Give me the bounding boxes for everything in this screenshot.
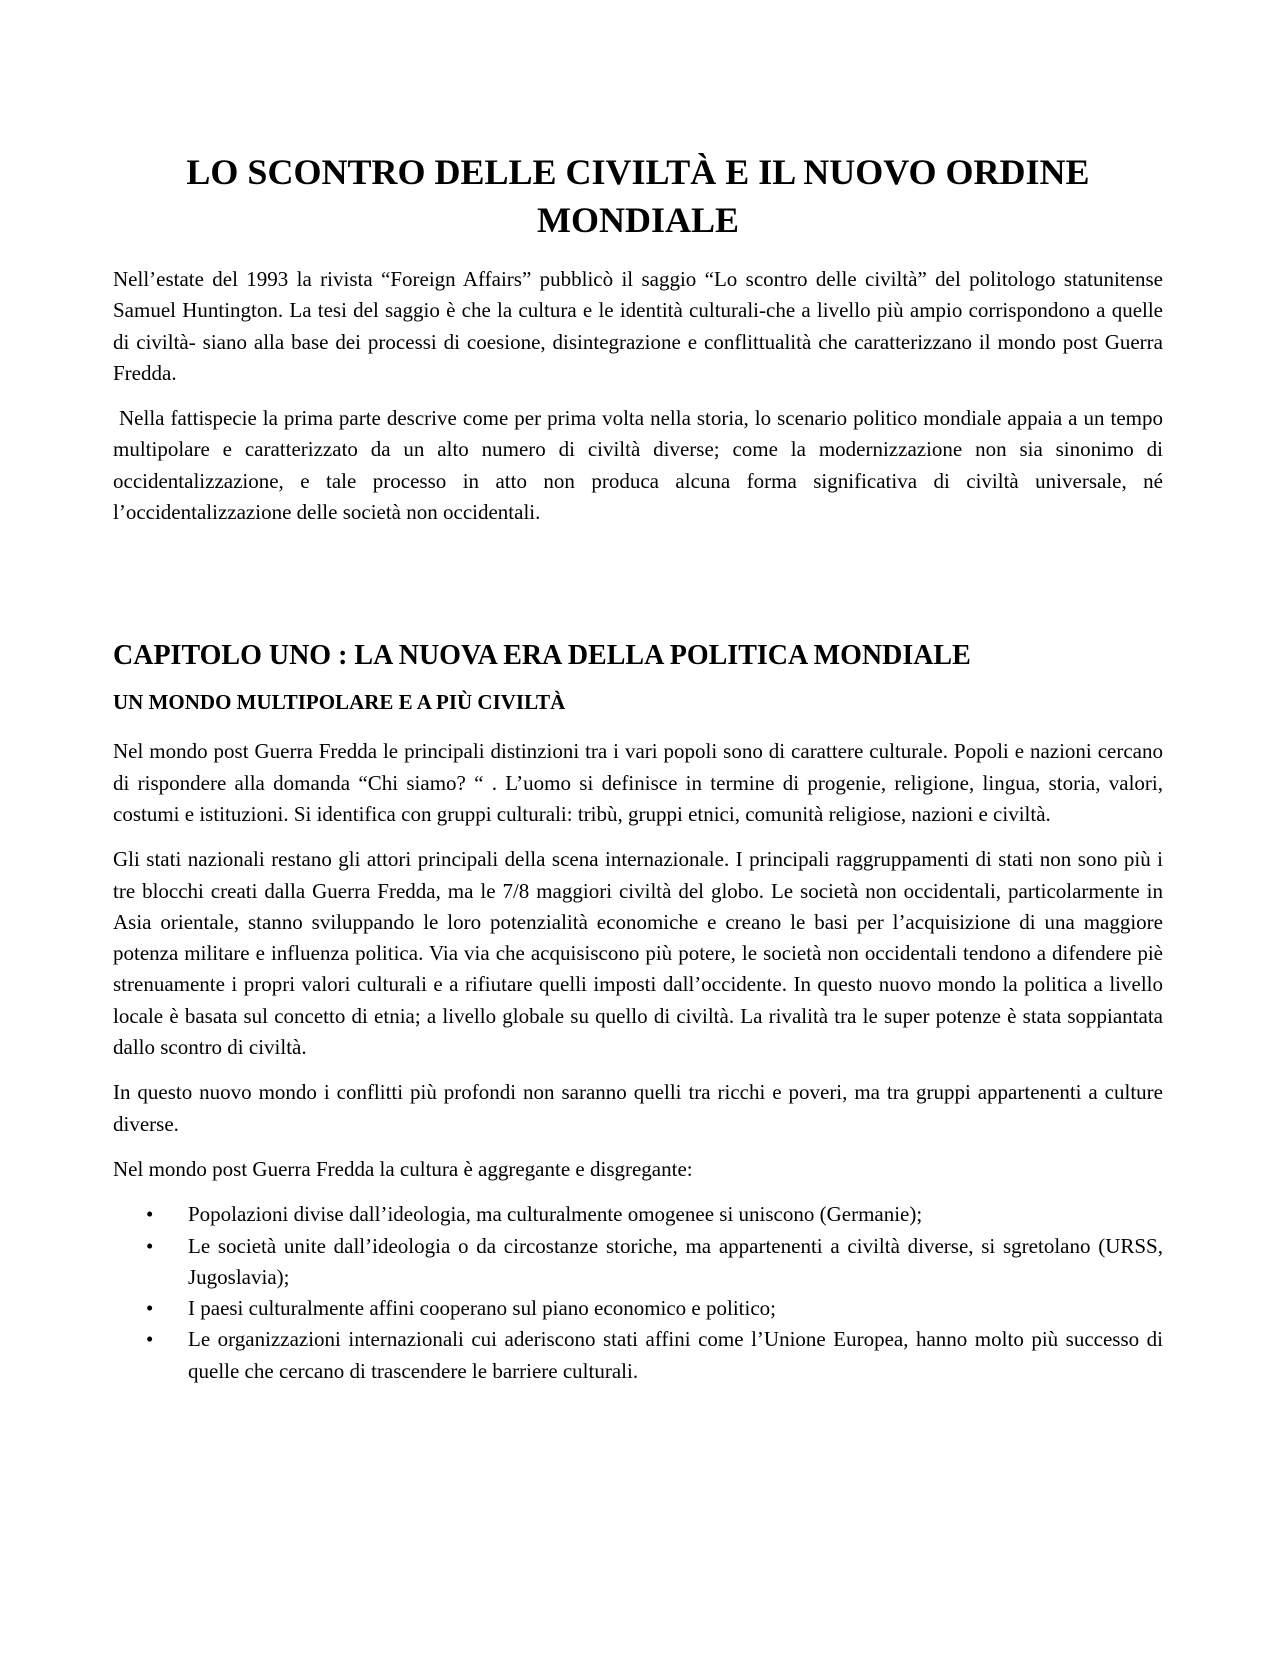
section-heading: UN MONDO MULTIPOLARE E A PIÙ CIVILTÀ xyxy=(113,690,566,715)
list-item-text: Le società unite dall’ideologia o da circostanze storiche, ma appartenenti a civiltà diverse, si sgretolano (URSS, Jugoslavia); xyxy=(188,1233,1163,1289)
chapter-heading: CAPITOLO UNO : LA NUOVA ERA DELLA POLITICA MONDIALE xyxy=(113,640,971,672)
body-paragraph: Nel mondo post Guerra Fredda la cultura è aggregante e disgregante: xyxy=(113,1156,693,1181)
bullet-icon: • xyxy=(146,1202,154,1227)
list-item-text: Le organizzazioni internazionali cui aderiscono stati affini come l’Unione Europea, hanno molto più successo di quelle che cercano di trascendere le barriere culturali. xyxy=(188,1327,1163,1383)
document-page xyxy=(113,148,1169,1387)
bullet-icon: • xyxy=(146,1233,154,1258)
list-item xyxy=(113,1231,1163,1294)
document-title: LO SCONTRO DELLE CIVILTÀ E IL NUOVO ORDINE MONDIALE xyxy=(186,152,1090,240)
body-paragraph: Nel mondo post Guerra Fredda le principali distinzioni tra i vari popoli sono di carattere culturale. Popoli e nazioni cercano di rispondere alla domanda “Chi siamo? “ . L’uomo si definisce in termine di progenie, religione, lingua, storia, valori, costumi e istituzioni. Si identifica con gruppi culturali: tribù, gruppi etnici, comunità religiose, nazioni e civiltà. xyxy=(113,739,1163,826)
bullet-icon: • xyxy=(146,1327,154,1352)
list-item-text: Popolazioni divise dall’ideologia, ma culturalmente omogenee si uniscono (Germanie); xyxy=(188,1202,923,1227)
list-item xyxy=(113,1293,1163,1324)
list-item xyxy=(113,1199,1163,1230)
intro-paragraph: Nella fattispecie la prima parte descrive come per prima volta nella storia, lo scenario politico mondiale appaia a un tempo multipolare e caratterizzato da un alto numero di civiltà diverse; come la modernizzazione non sia sinonimo di occidentalizzazione, e tale processo in atto non produca alcuna forma significativa di civiltà universale, né l’occidentalizzazione delle società non occidentali. xyxy=(113,406,1169,525)
bullet-list xyxy=(113,1199,1163,1387)
intro-paragraph: Nell’estate del 1993 la rivista “Foreign Affairs” pubblicò il saggio “Lo scontro delle civiltà” del politologo statunitense Samuel Huntington. La tesi del saggio è che la cultura e le identità culturali-che a livello più ampio corrispondono a quelle di civiltà- siano alla base dei processi di coesione, disintegrazione e conflittualità che caratterizzano il mondo post Guerra Fredda. xyxy=(113,267,1163,385)
list-item xyxy=(113,1324,1163,1387)
body-paragraph: In questo nuovo mondo i conflitti più profondi non saranno quelli tra ricchi e poveri, ma tra gruppi appartenenti a culture diverse. xyxy=(113,1080,1163,1136)
list-item-text: I paesi culturalmente affini cooperano sul piano economico e politico; xyxy=(188,1296,776,1321)
bullet-icon: • xyxy=(146,1296,154,1321)
section-spacer xyxy=(113,542,1163,638)
body-paragraph: Gli stati nazionali restano gli attori principali della scena internazionale. I principali raggruppamenti di stati non sono più i tre blocchi creati dalla Guerra Fredda, ma le 7/8 maggiori civiltà del globo. Le società non occidentali, particolarmente in Asia orientale, stanno sviluppando le loro potenzialità economiche e creano le basi per l’acquisizione di una maggiore potenza militare e influenza politica. Via via che acquisiscono più potere, le società non occidentali tendono a difendere piè strenuamente i propri valori culturali e a rifiutare quelli imposti dall’occidente. In questo nuovo mondo la politica a livello locale è basata sul concetto di etnia; a livello globale su quello di civiltà. La rivalità tra le super potenze è stata soppiantata dallo scontro di civiltà. xyxy=(113,847,1163,1060)
